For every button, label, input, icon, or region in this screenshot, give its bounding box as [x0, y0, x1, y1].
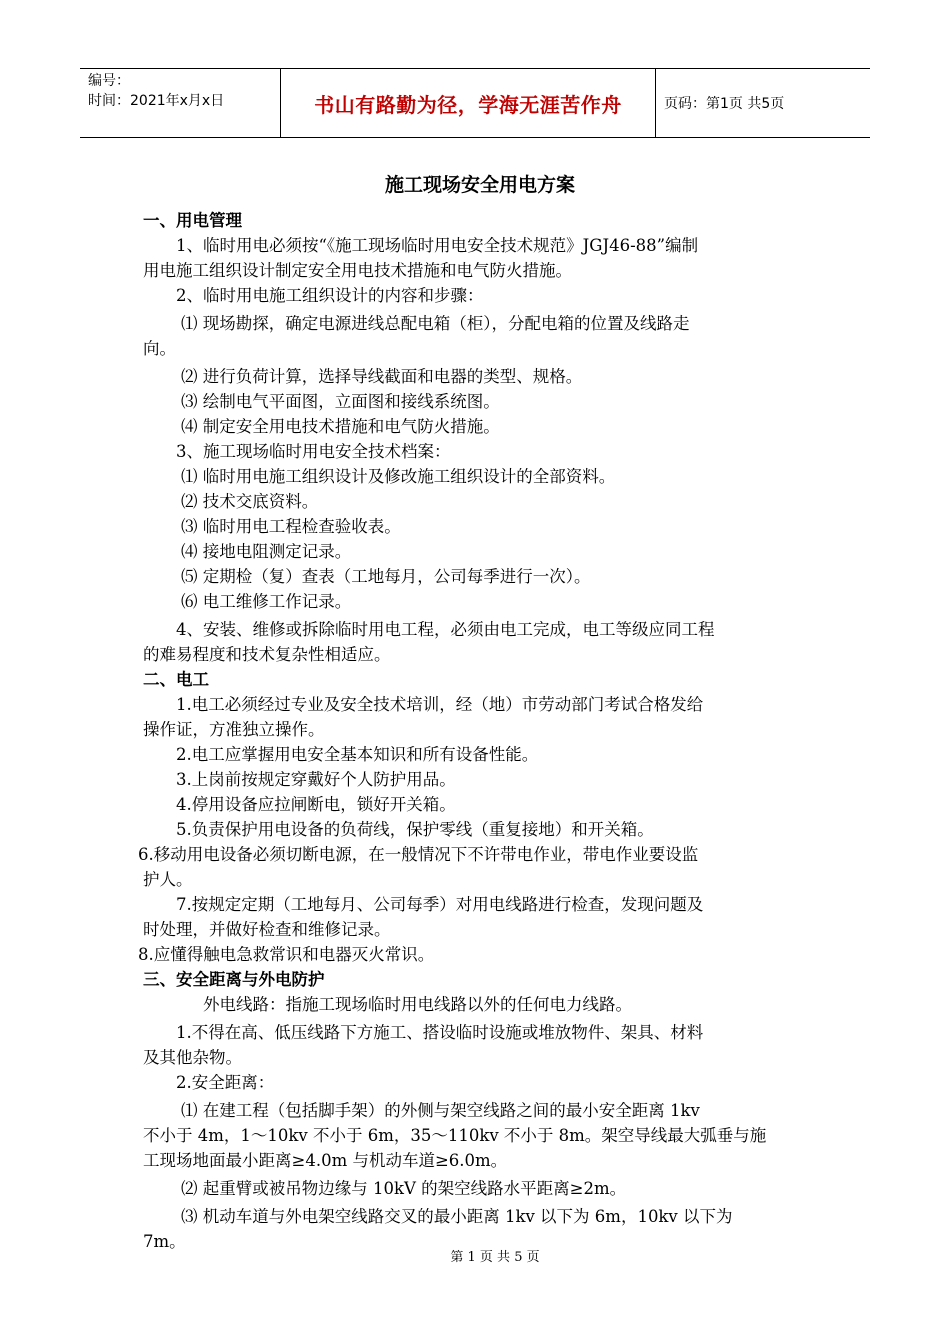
- paragraph-line: 工现场地面最小距离≥4.0m 与机动车道≥6.0m。: [143, 1151, 508, 1170]
- paragraph-line: 1.电工必须经过专业及安全技术培训，经（地）市劳动部门考试合格发给: [176, 695, 704, 714]
- document-date-label: 时间：2021年x月x日: [88, 93, 225, 109]
- list-item: ⑵ 起重臂或被吊物边缘与 10kV 的架空线路水平距离≥2m。: [181, 1179, 627, 1198]
- paragraph-line: 用电施工组织设计制定安全用电技术措施和电气防火措施。: [143, 261, 572, 280]
- paragraph-line: 1、临时用电必须按“《施工现场临时用电安全技术规范》JGJ46-88”编制: [176, 236, 699, 255]
- paragraph-line: 操作证，方准独立操作。: [143, 720, 325, 739]
- list-item: ⑶ 绘制电气平面图，立面图和接线系统图。: [181, 392, 500, 411]
- paragraph-line: 2.电工应掌握用电安全基本知识和所有设备性能。: [176, 745, 539, 764]
- paragraph-line: 外电线路：指施工现场临时用电线路以外的任何电力线路。: [203, 995, 632, 1014]
- paragraph-line: 护人。: [143, 870, 193, 889]
- document-body: [138, 168, 810, 1254]
- list-item: ⑴ 在建工程（包括脚手架）的外侧与架空线路之间的最小安全距离 1kv: [181, 1101, 700, 1120]
- paragraph-line: 4、安装、维修或拆除临时用电工程，必须由电工完成，电工等级应同工程: [176, 620, 715, 639]
- paragraph-line: 不小于 4m，1～10kv 不小于 6m，35～110kv 不小于 8m。架空导线最大弧垂与施: [143, 1126, 767, 1145]
- document-number-label: 编号：: [88, 73, 130, 89]
- paragraph-line: 1.不得在高、低压线路下方施工、搭设临时设施或堆放物件、架具、材料: [176, 1023, 704, 1042]
- section-heading: 三、安全距离与外电防护: [143, 970, 325, 989]
- list-item: ⑶ 临时用电工程检查验收表。: [181, 517, 401, 536]
- list-item: ⑴ 现场勘探，确定电源进线总配电箱（柜），分配电箱的位置及线路走: [181, 314, 690, 333]
- page-header: [80, 68, 870, 138]
- list-item: ⑷ 接地电阻测定记录。: [181, 542, 352, 561]
- list-item: ⑷ 制定安全用电技术措施和电气防火措施。: [181, 417, 500, 436]
- page-footer: 第 1 页 共 5 页: [450, 1250, 540, 1265]
- paragraph-line: 2、临时用电施工组织设计的内容和步骤：: [176, 286, 484, 305]
- list-item: ⑹ 电工维修工作记录。: [181, 592, 352, 611]
- paragraph-line: 5.负责保护用电设备的负荷线，保护零线（重复接地）和开关箱。: [176, 820, 654, 839]
- paragraph-line: 4.停用设备应拉闸断电，锁好开关箱。: [176, 795, 456, 814]
- paragraph-line: 的难易程度和技术复杂性相适应。: [143, 645, 391, 664]
- section-heading: 二、电工: [143, 670, 209, 689]
- paragraph-line: 3.上岗前按规定穿戴好个人防护用品。: [176, 770, 456, 789]
- list-item: ⑵ 技术交底资料。: [181, 492, 319, 511]
- list-item: ⑴ 临时用电施工组织设计及修改施工组织设计的全部资料。: [181, 467, 616, 486]
- list-item: ⑸ 定期检（复）查表（工地每月，公司每季进行一次）。: [181, 567, 591, 586]
- paragraph-line: 时处理，并做好检查和维修记录。: [143, 920, 391, 939]
- header-meta: [80, 69, 280, 137]
- header-motto: 书山有路勤为径，学海无涯苦作舟: [280, 69, 656, 137]
- section-heading: 一、用电管理: [143, 211, 242, 230]
- paragraph-line: 6.移动用电设备必须切断电源，在一般情况下不许带电作业，带电作业要设监: [138, 845, 699, 864]
- paragraph-line: 及其他杂物。: [143, 1048, 242, 1067]
- paragraph-line: 8.应懂得触电急救常识和电器灭火常识。: [138, 945, 435, 964]
- header-page-label: 页码：第1页 共5页: [664, 96, 785, 112]
- paragraph-line: 7m。: [143, 1232, 186, 1251]
- list-item: ⑵ 进行负荷计算，选择导线截面和电器的类型、规格。: [181, 367, 583, 386]
- paragraph-line: 7.按规定定期（工地每月、公司每季）对用电线路进行检查，发现问题及: [176, 895, 704, 914]
- list-item: ⑶ 机动车道与外电架空线路交叉的最小距离 1kv 以下为 6m，10kv 以下为: [181, 1207, 733, 1226]
- document-title: 施工现场安全用电方案: [384, 174, 575, 196]
- paragraph-line: 3、施工现场临时用电安全技术档案：: [176, 442, 451, 461]
- paragraph-line: 2.安全距离：: [176, 1073, 275, 1092]
- paragraph-line: 向。: [143, 339, 176, 358]
